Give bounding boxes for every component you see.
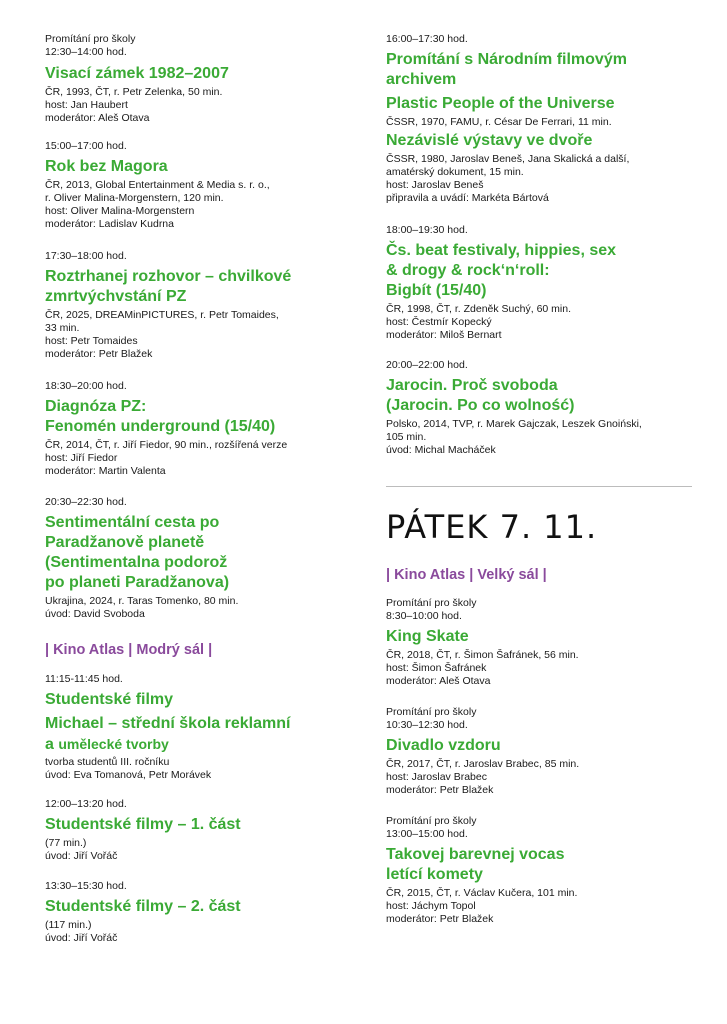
event-info: tvorba studentů III. ročníku (45, 756, 170, 768)
event-intro: úvod: Jiří Vořáč (45, 850, 118, 862)
event-time: 12:30–14:00 hod. (45, 46, 127, 58)
event-moderator: moderátor: Martin Valenta (45, 465, 166, 477)
event-info: Polsko, 2014, TVP, r. Marek Gajczak, Leszek Gnoiński, (386, 418, 642, 430)
event-roztrhanej-rozhovor (45, 250, 355, 361)
event-host: host: Jaroslav Brabec (386, 771, 487, 783)
event-host: host: Šimon Šafránek (386, 662, 487, 674)
event-title-line: Diagnóza PZ: (45, 398, 147, 415)
event-time: 8:30–10:00 hod. (386, 610, 462, 622)
event-moderator: moderátor: Miloš Bernart (386, 329, 502, 341)
event-title: Nezávislé výstavy ve dvoře (386, 132, 593, 149)
event-title-line: Bigbít (15/40) (386, 282, 487, 299)
venue-heading-velky-sal: | Kino Atlas | Velký sál | (386, 567, 547, 583)
event-tag: Promítání pro školy (386, 706, 477, 718)
event-title-line: Takovej barevnej vocas (386, 846, 565, 863)
event-tag: Promítání pro školy (386, 815, 477, 827)
event-info: ČR, 2013, Global Entertainment & Media s. r. o., (45, 179, 270, 191)
event-title-line: Jarocin. Proč svoboda (386, 377, 558, 394)
event-moderator: moderátor: Petr Blažek (386, 913, 494, 925)
event-host: host: Petr Tomaides (45, 335, 138, 347)
event-info: ČR, 2014, ČT, r. Jiří Fiedor, 90 min., rozšířená verze (45, 439, 288, 451)
event-time: 18:00–19:30 hod. (386, 224, 468, 236)
event-info: ČR, 1998, ČT, r. Zdeněk Suchý, 60 min. (386, 303, 572, 315)
event-info: amatérský dokument, 15 min. (386, 166, 524, 178)
event-time: 20:30–22:30 hod. (45, 496, 127, 508)
event-title-line: zmrtvýchvstání PZ (45, 288, 187, 305)
event-info: Ukrajina, 2024, r. Taras Tomenko, 80 min. (45, 595, 239, 607)
event-title: Studentské filmy – 1. část (45, 816, 241, 833)
event-time: 15:00–17:00 hod. (45, 140, 127, 152)
event-time: 13:00–15:00 hod. (386, 828, 468, 840)
event-time: 20:00–22:00 hod. (386, 359, 468, 371)
event-time: 16:00–17:30 hod. (386, 33, 468, 45)
event-time: 17:30–18:00 hod. (45, 250, 127, 262)
event-time: 11:15-11:45 hod. (45, 673, 123, 685)
event-bigbit (386, 224, 616, 342)
event-visaci-zamek (45, 33, 229, 125)
event-time: 18:30–20:00 hod. (45, 380, 127, 392)
event-intro: úvod: Eva Tomanová, Petr Morávek (45, 769, 212, 781)
event-info: 105 min. (386, 431, 427, 443)
event-sentimentalni-cesta (45, 496, 238, 621)
event-nfa-block (386, 33, 629, 205)
event-moderator: moderátor: Aleš Otava (45, 112, 150, 124)
event-title: Rok bez Magora (45, 158, 168, 175)
event-rok-bez-magora (45, 140, 270, 231)
event-title-line: Promítání s Národním filmovým (386, 51, 627, 68)
event-moderator: moderátor: Petr Blažek (386, 784, 494, 796)
event-info: ČR, 1993, ČT, r. Petr Zelenka, 50 min. (45, 86, 223, 98)
event-info: 33 min. (45, 322, 80, 334)
event-info: ČSSR, 1980, Jaroslav Beneš, Jana Skalická a další, (386, 153, 630, 165)
event-title-line: archivem (386, 71, 457, 88)
event-studentske-filmy (45, 673, 355, 782)
event-takovej-barevnej-vocas (386, 815, 577, 926)
event-tag: Promítání pro školy (386, 597, 477, 609)
event-title: Plastic People of the Universe (386, 95, 615, 112)
event-info: ČR, 2015, ČT, r. Václav Kučera, 101 min. (386, 887, 578, 899)
event-title-line: Sentimentální cesta po (45, 514, 220, 531)
event-title-part: a (45, 736, 59, 753)
event-title-line: letící komety (386, 866, 483, 883)
event-title-line: (Jarocin. Po co wolność) (386, 397, 575, 414)
event-title: Visací zámek 1982–2007 (45, 65, 229, 82)
event-tag: Promítání pro školy (45, 33, 136, 45)
event-host: host: Jaroslav Beneš (386, 179, 484, 191)
event-title-line: Roztrhanej rozhovor – chvilkové (45, 268, 292, 285)
event-moderator: moderátor: Ladislav Kudrna (45, 218, 174, 230)
event-studentske-filmy-2 (45, 880, 241, 945)
event-title: Studentské filmy (45, 691, 174, 708)
event-intro: úvod: Jiří Vořáč (45, 932, 118, 944)
event-title-part: umělecké tvorby (58, 736, 169, 752)
event-time: 13:30–15:30 hod. (45, 880, 127, 892)
event-title-line: & drogy & rock‘n‘roll: (386, 262, 550, 279)
event-info: ČSSR, 1970, FAMU, r. César De Ferrari, 11 min. (386, 116, 612, 128)
venue-heading-modry-sal: | Kino Atlas | Modrý sál | (45, 642, 213, 658)
event-moderator: moderátor: Aleš Otava (386, 675, 491, 687)
event-time: 12:00–13:20 hod. (45, 798, 127, 810)
event-title-line: po planeti Paradžanova) (45, 574, 230, 591)
event-divadlo-vzdoru (386, 706, 579, 797)
event-time: 10:30–12:30 hod. (386, 719, 468, 731)
event-info: ČR, 2018, ČT, r. Šimon Šafránek, 56 min. (386, 649, 579, 661)
event-title-line (45, 734, 355, 755)
event-title: Divadlo vzdoru (386, 737, 501, 754)
event-info: (117 min.) (45, 919, 92, 931)
event-studentske-filmy-1 (45, 798, 241, 863)
event-host: host: Jan Haubert (45, 99, 128, 111)
event-host: host: Čestmír Kopecký (386, 316, 492, 328)
event-title-line: Fenomén underground (15/40) (45, 418, 276, 435)
event-host: host: Jáchym Topol (386, 900, 476, 912)
event-host: host: Jiří Fiedor (45, 452, 118, 464)
event-info: ČR, 2025, DREAMinPICTURES, r. Petr Tomaides, (45, 309, 279, 321)
event-title: King Skate (386, 628, 469, 645)
event-host: host: Oliver Malina-Morgenstern (45, 205, 195, 217)
event-title-line: Paradžanově planetě (45, 534, 205, 551)
event-info: r. Oliver Malina-Morgenstern, 120 min. (45, 192, 224, 204)
event-title-line: (Sentimentalna podorož (45, 554, 228, 571)
section-divider (386, 486, 692, 487)
event-title: Studentské filmy – 2. část (45, 898, 241, 915)
event-intro: úvod: Michal Macháček (386, 444, 496, 456)
event-intro: úvod: David Svoboda (45, 608, 145, 620)
event-diagnoza-pz (45, 380, 287, 478)
event-info: ČR, 2017, ČT, r. Jaroslav Brabec, 85 min. (386, 758, 580, 770)
event-title-line: Michael – střední škola reklamní (45, 715, 291, 732)
event-jarocin (386, 359, 642, 457)
event-moderator: moderátor: Petr Blažek (45, 348, 153, 360)
event-intro: připravila a uvádí: Markéta Bártová (386, 192, 549, 204)
event-king-skate (386, 597, 579, 688)
event-title-line: Čs. beat festivaly, hippies, sex (386, 242, 617, 259)
day-heading: PÁTEK 7. 11. (386, 508, 598, 546)
event-info: (77 min.) (45, 837, 87, 849)
